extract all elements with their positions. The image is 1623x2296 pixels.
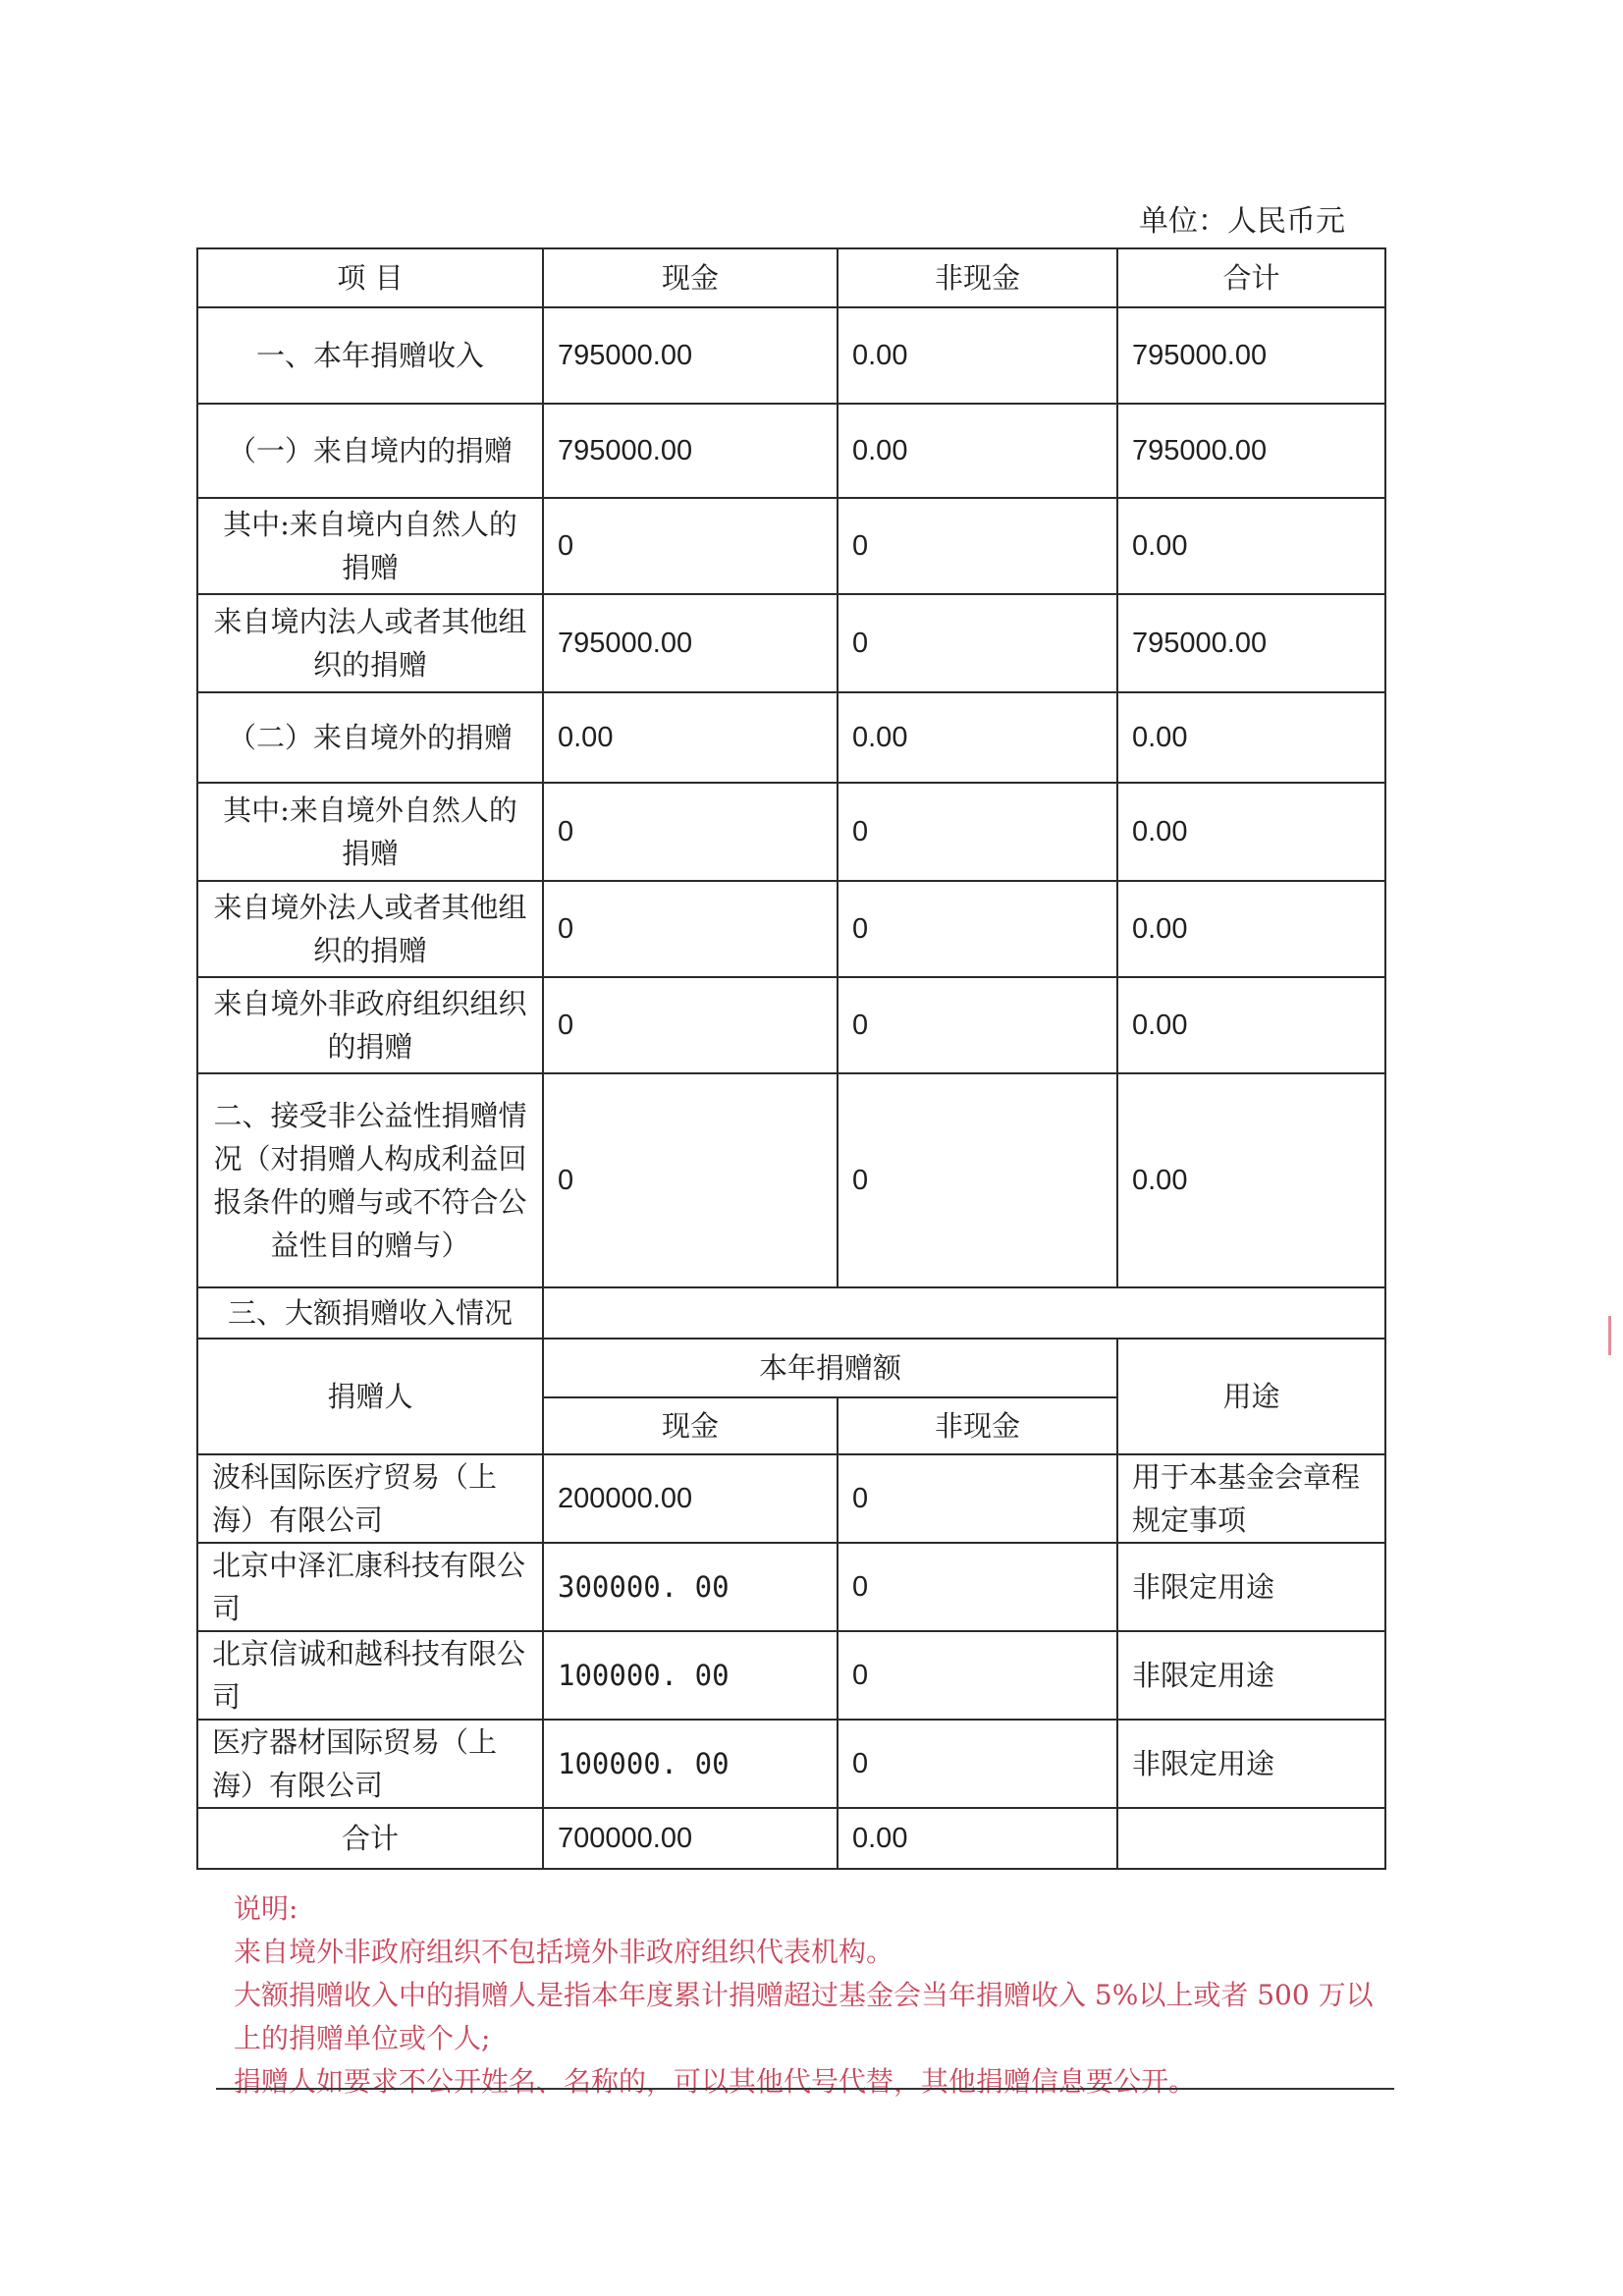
table-row [197,977,1385,1073]
donor-cash: 200000.00 [543,1454,838,1543]
note-line: 捐赠人如要求不公开姓名、名称的，可以其他代号代替，其他捐赠信息要公开。 [234,2065,1197,2098]
section-title: 三、大额捐赠收入情况 [197,1287,543,1339]
table-row [197,783,1385,881]
section-blank [543,1287,1385,1339]
row-total: 795000.00 [1117,307,1385,404]
donor-name: 北京信诚和越科技有限公司 [197,1631,543,1720]
table-row [197,881,1385,977]
row-cash: 0 [543,1073,838,1287]
row-item: 一、本年捐赠收入 [197,307,543,404]
row-item: 来自境外法人或者其他组织的捐赠 [197,881,543,977]
header-purpose: 用途 [1117,1339,1385,1454]
row-cash: 0.00 [543,692,838,783]
row-item: （一）来自境内的捐赠 [197,404,543,498]
header-year-amount: 本年捐赠额 [543,1339,1117,1397]
donor-purpose: 用于本基金会章程规定事项 [1117,1454,1385,1543]
donor-noncash: 0 [838,1543,1117,1631]
row-cash: 0 [543,977,838,1073]
row-cash: 0 [543,783,838,881]
total-cash: 700000.00 [543,1808,838,1869]
row-noncash: 0 [838,783,1117,881]
row-noncash: 0 [838,498,1117,594]
header-noncash: 非现金 [838,248,1117,307]
donor-name: 波科国际医疗贸易（上海）有限公司 [197,1454,543,1543]
donor-cash: 100000. 00 [543,1631,838,1720]
total-label: 合计 [197,1808,543,1869]
header-large-cash: 现金 [543,1397,838,1454]
total-noncash: 0.00 [838,1808,1117,1869]
donor-purpose: 非限定用途 [1117,1631,1385,1720]
row-total: 0.00 [1117,692,1385,783]
donor-noncash: 0 [838,1631,1117,1720]
row-total: 795000.00 [1117,594,1385,692]
scan-mark [1608,1316,1611,1355]
notes-section [234,1887,1392,2104]
header-large-noncash: 非现金 [838,1397,1117,1454]
note-line: 大额捐赠收入中的捐赠人是指本年度累计捐赠超过基金会当年捐赠收入 5%以上或者 500 万以上的捐赠单位或个人; [234,1979,1374,2054]
donor-name: 医疗器材国际贸易（上海）有限公司 [197,1720,543,1808]
table-row [197,307,1385,404]
row-noncash: 0 [838,977,1117,1073]
notes-title: 说明: [234,1892,298,1925]
row-cash: 795000.00 [543,307,838,404]
row-total: 0.00 [1117,498,1385,594]
donor-noncash: 0 [838,1454,1117,1543]
row-total: 795000.00 [1117,404,1385,498]
row-cash: 0 [543,881,838,977]
row-item: 来自境外非政府组织组织的捐赠 [197,977,543,1073]
unit-label: 单位：人民币元 [1139,204,1345,239]
row-total: 0.00 [1117,783,1385,881]
row-cash: 0 [543,498,838,594]
table-row [197,692,1385,783]
row-item: 其中:来自境外自然人的捐赠 [197,783,543,881]
table-row [197,1073,1385,1287]
table-row [197,404,1385,498]
header-item: 项 目 [197,248,543,307]
bottom-rule [216,2088,1394,2090]
large-total-row [197,1808,1385,1869]
row-noncash: 0.00 [838,404,1117,498]
donor-cash: 100000. 00 [543,1720,838,1808]
row-cash: 795000.00 [543,594,838,692]
row-noncash: 0 [838,881,1117,977]
table-row [197,594,1385,692]
table-row [197,498,1385,594]
row-total: 0.00 [1117,977,1385,1073]
row-cash: 795000.00 [543,404,838,498]
row-total: 0.00 [1117,881,1385,977]
row-noncash: 0.00 [838,692,1117,783]
donor-row [197,1543,1385,1631]
donor-noncash: 0 [838,1720,1117,1808]
total-purpose [1117,1808,1385,1869]
row-total: 0.00 [1117,1073,1385,1287]
donor-cash: 300000. 00 [543,1543,838,1631]
donor-name: 北京中泽汇康科技有限公司 [197,1543,543,1631]
row-noncash: 0 [838,1073,1117,1287]
donor-purpose: 非限定用途 [1117,1543,1385,1631]
donor-row [197,1454,1385,1543]
section-row-large-donations [197,1287,1385,1339]
row-item: 来自境内法人或者其他组织的捐赠 [197,594,543,692]
row-noncash: 0.00 [838,307,1117,404]
donor-purpose: 非限定用途 [1117,1720,1385,1808]
header-cash: 现金 [543,248,838,307]
donor-row [197,1720,1385,1808]
donor-row [197,1631,1385,1720]
large-header-row [197,1339,1385,1397]
table-header-row [197,248,1385,307]
row-noncash: 0 [838,594,1117,692]
note-line: 来自境外非政府组织不包括境外非政府组织代表机构。 [234,1936,894,1968]
header-total: 合计 [1117,248,1385,307]
row-item: （二）来自境外的捐赠 [197,692,543,783]
header-donor: 捐赠人 [197,1339,543,1454]
donation-income-table [196,247,1386,1870]
row-item: 其中:来自境内自然人的捐赠 [197,498,543,594]
row-item: 二、接受非公益性捐赠情况（对捐赠人构成利益回报条件的赠与或不符合公益性目的赠与） [197,1073,543,1287]
